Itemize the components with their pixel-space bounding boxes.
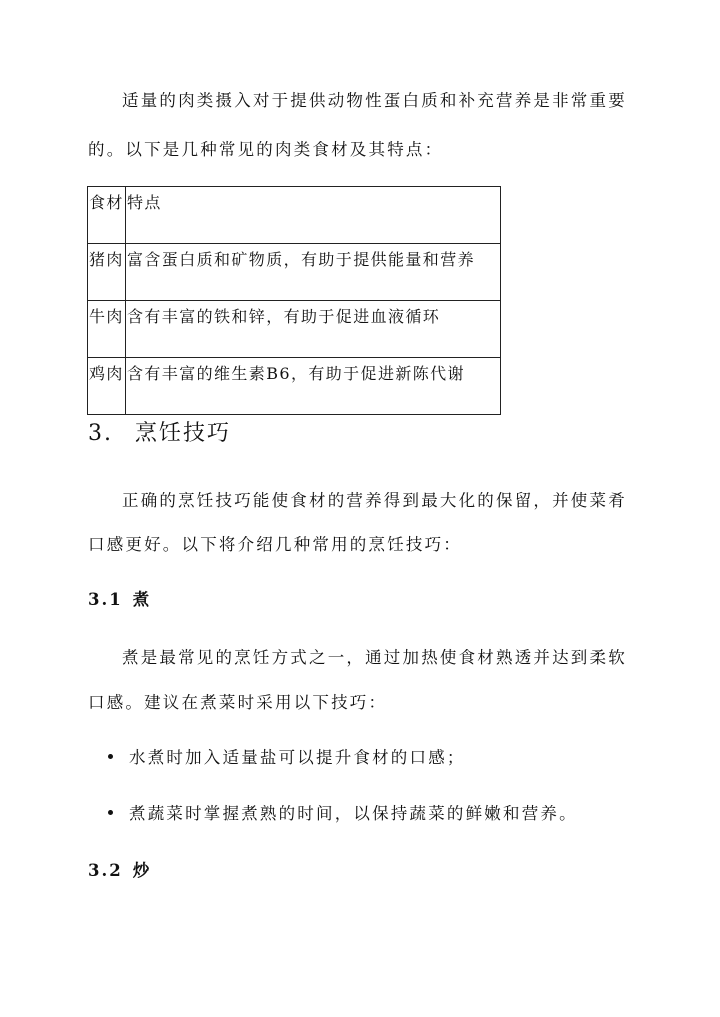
table-row bbox=[88, 244, 501, 301]
section-3-1-para-line-1: 煮是最常见的烹饪方式之一，通过加热使食材熟透并达到柔软 bbox=[122, 648, 627, 667]
section-3-title: 烹饪技巧 bbox=[135, 421, 232, 446]
section-3-1-number: 3.1 bbox=[88, 590, 123, 609]
table-header-feature: 特点 bbox=[126, 187, 501, 244]
intro-line-1: 适量的肉类摄入对于提供动物性蛋白质和补充营养是非常重要 bbox=[122, 91, 627, 110]
table-cell-ingredient: 猪肉 bbox=[88, 244, 126, 301]
intro-line-2: 的。以下是几种常见的肉类食材及其特点： bbox=[88, 140, 444, 159]
table-header-row bbox=[88, 187, 501, 244]
section-3-1-para-line-2: 口感。建议在煮菜时采用以下技巧： bbox=[88, 693, 388, 712]
section-3-para-line-2: 口感更好。以下将介绍几种常用的烹饪技巧： bbox=[88, 535, 462, 554]
table-cell-feature: 含有丰富的铁和锌，有助于促进血液循环 bbox=[126, 301, 501, 358]
table-row bbox=[88, 358, 501, 415]
section-3-heading bbox=[88, 416, 231, 447]
section-3-number: 3. bbox=[88, 421, 113, 446]
section-3-2-heading bbox=[88, 857, 151, 881]
bullet-icon bbox=[108, 754, 113, 759]
list-item-text: 煮蔬菜时掌握煮熟的时间，以保持蔬菜的鲜嫩和营养。 bbox=[129, 804, 578, 823]
table-cell-feature: 富含蛋白质和矿物质，有助于提供能量和营养 bbox=[126, 244, 501, 301]
table-cell-ingredient: 牛肉 bbox=[88, 301, 126, 358]
section-3-2-number: 3.2 bbox=[88, 861, 123, 880]
table-cell-ingredient: 鸡肉 bbox=[88, 358, 126, 415]
section-3-2-title: 炒 bbox=[132, 861, 152, 880]
list-item bbox=[108, 800, 578, 824]
table-cell-feature: 含有丰富的维生素B6，有助于促进新陈代谢 bbox=[126, 358, 501, 415]
list-item-text: 水煮时加入适量盐可以提升食材的口感； bbox=[129, 748, 466, 767]
bullet-icon bbox=[108, 810, 113, 815]
section-3-1-heading bbox=[88, 586, 151, 610]
section-3-1-title: 煮 bbox=[132, 590, 152, 609]
section-3-para-line-1: 正确的烹饪技巧能使食材的营养得到最大化的保留，并使菜肴 bbox=[122, 491, 627, 510]
list-item bbox=[108, 744, 466, 768]
table-header-ingredient: 食材 bbox=[88, 187, 126, 244]
meat-table bbox=[87, 186, 501, 415]
table-row bbox=[88, 301, 501, 358]
